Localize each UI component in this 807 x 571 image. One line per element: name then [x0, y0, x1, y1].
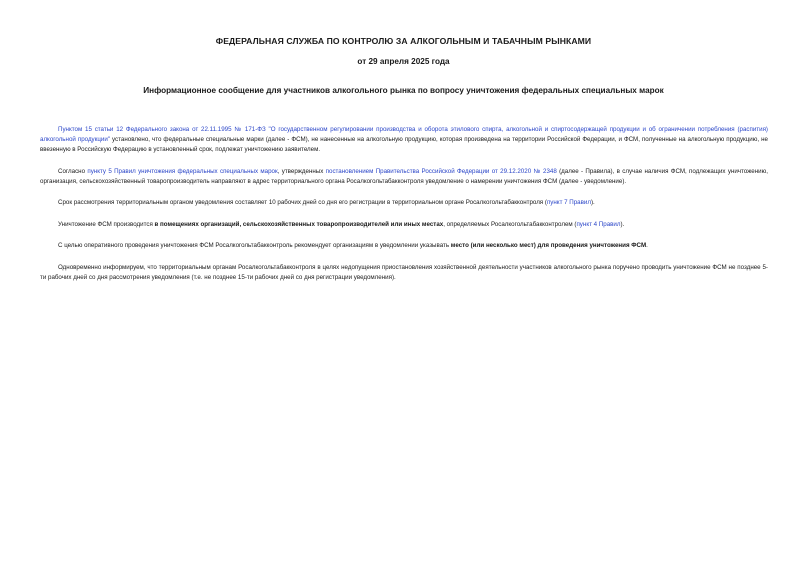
- government-decree-link[interactable]: постановлением Правительства Российской Федерации от 29.12.2020 № 2348: [325, 167, 557, 175]
- paragraph-text: С целью оперативного проведения уничтожения ФСМ Росалкогольтабакконтроль рекомендует организациям в уведомлении указывать: [58, 242, 451, 249]
- paragraph-5: [40, 241, 768, 251]
- document-date: от 29 апреля 2025 года: [357, 57, 450, 66]
- document-body: [40, 125, 768, 294]
- paragraph-text: Срок рассмотрения территориальным органом уведомления составляет 10 рабочих дней со дня его регистрации в территориальном органе Росалкогольтабакконтроля (: [58, 199, 547, 206]
- document-title: Информационное сообщение для участников алкогольного рынка по вопросу уничтожения федеральных специальных марок: [143, 86, 664, 95]
- paragraph-text: , определяемых Росалкогольтабакконтролем (: [443, 220, 577, 228]
- paragraph-4: [40, 220, 768, 230]
- paragraph-text: (далее - Правила), в случае наличия ФСМ, подлежащих уничтожению, организация, сельскохозяйственный товаропроизводитель направляют в адрес территориального органа Росалкогольтабакконтроля уведомление о намерении уничтожения ФСМ (далее - уведомление).: [40, 167, 768, 185]
- paragraph-6: [40, 263, 768, 283]
- paragraph-3: [40, 198, 768, 208]
- paragraph-text: ).: [620, 220, 625, 228]
- paragraph-bold-text: место (или несколько мест) для проведения уничтожения ФСМ: [450, 242, 647, 249]
- paragraph-text: ).: [590, 199, 595, 206]
- paragraph-bold-text: в помещениях организаций, сельскохозяйственных товаропроизводителей или иных местах: [154, 220, 444, 228]
- paragraph-text: Согласно: [58, 167, 88, 175]
- paragraph-text: Уничтожение ФСМ производится: [58, 220, 155, 228]
- paragraph-2: [40, 167, 768, 187]
- rules-point-5-link[interactable]: пункту 5 Правил уничтожения федеральных специальных марок: [87, 167, 278, 175]
- agency-heading: ФЕДЕРАЛЬНАЯ СЛУЖБА ПО КОНТРОЛЮ ЗА АЛКОГОЛЬНЫМ И ТАБАЧНЫМ РЫНКАМИ: [215, 36, 592, 46]
- paragraph-text: , утвержденных: [277, 167, 326, 175]
- paragraph-1: [40, 125, 768, 155]
- paragraph-text: Одновременно информируем, что территориальным органам Росалкогольтабакконтроля в целях недопущения приостановления хозяйственной деятельности участников алкогольного рынка поручено проводить уничтожение ФСМ не позднее 5-ти рабочих дней со дня рассмотрения уведомления (т.е. не позднее 15-ти рабочих дней со дня регистрации уведомления).: [40, 263, 768, 281]
- paragraph-text: установлено, что федеральные специальные марки (далее - ФСМ), не нанесенные на алкогольную продукцию, которая произведена на территории Российской Федерации, и ФСМ, полученные на алкогольную продукцию, не ввезенную в Российскую Федерацию в установленный срок, подлежат уничтожению заявителем.: [40, 136, 768, 153]
- rules-point-7-link[interactable]: пункт 7 Правил: [546, 199, 591, 206]
- paragraph-text: .: [646, 242, 648, 249]
- rules-point-4-link[interactable]: пункт 4 Правил: [576, 220, 621, 228]
- law-171-fz-link[interactable]: Пунктом 15 статьи 12 Федерального закона от 22.11.1995 № 171-ФЗ "О государственном регулировании производства и оборота этилового спирта, алкогольной и спиртосодержащей продукции и об ограничении потребления (распития) алкогольной продукции": [40, 126, 768, 143]
